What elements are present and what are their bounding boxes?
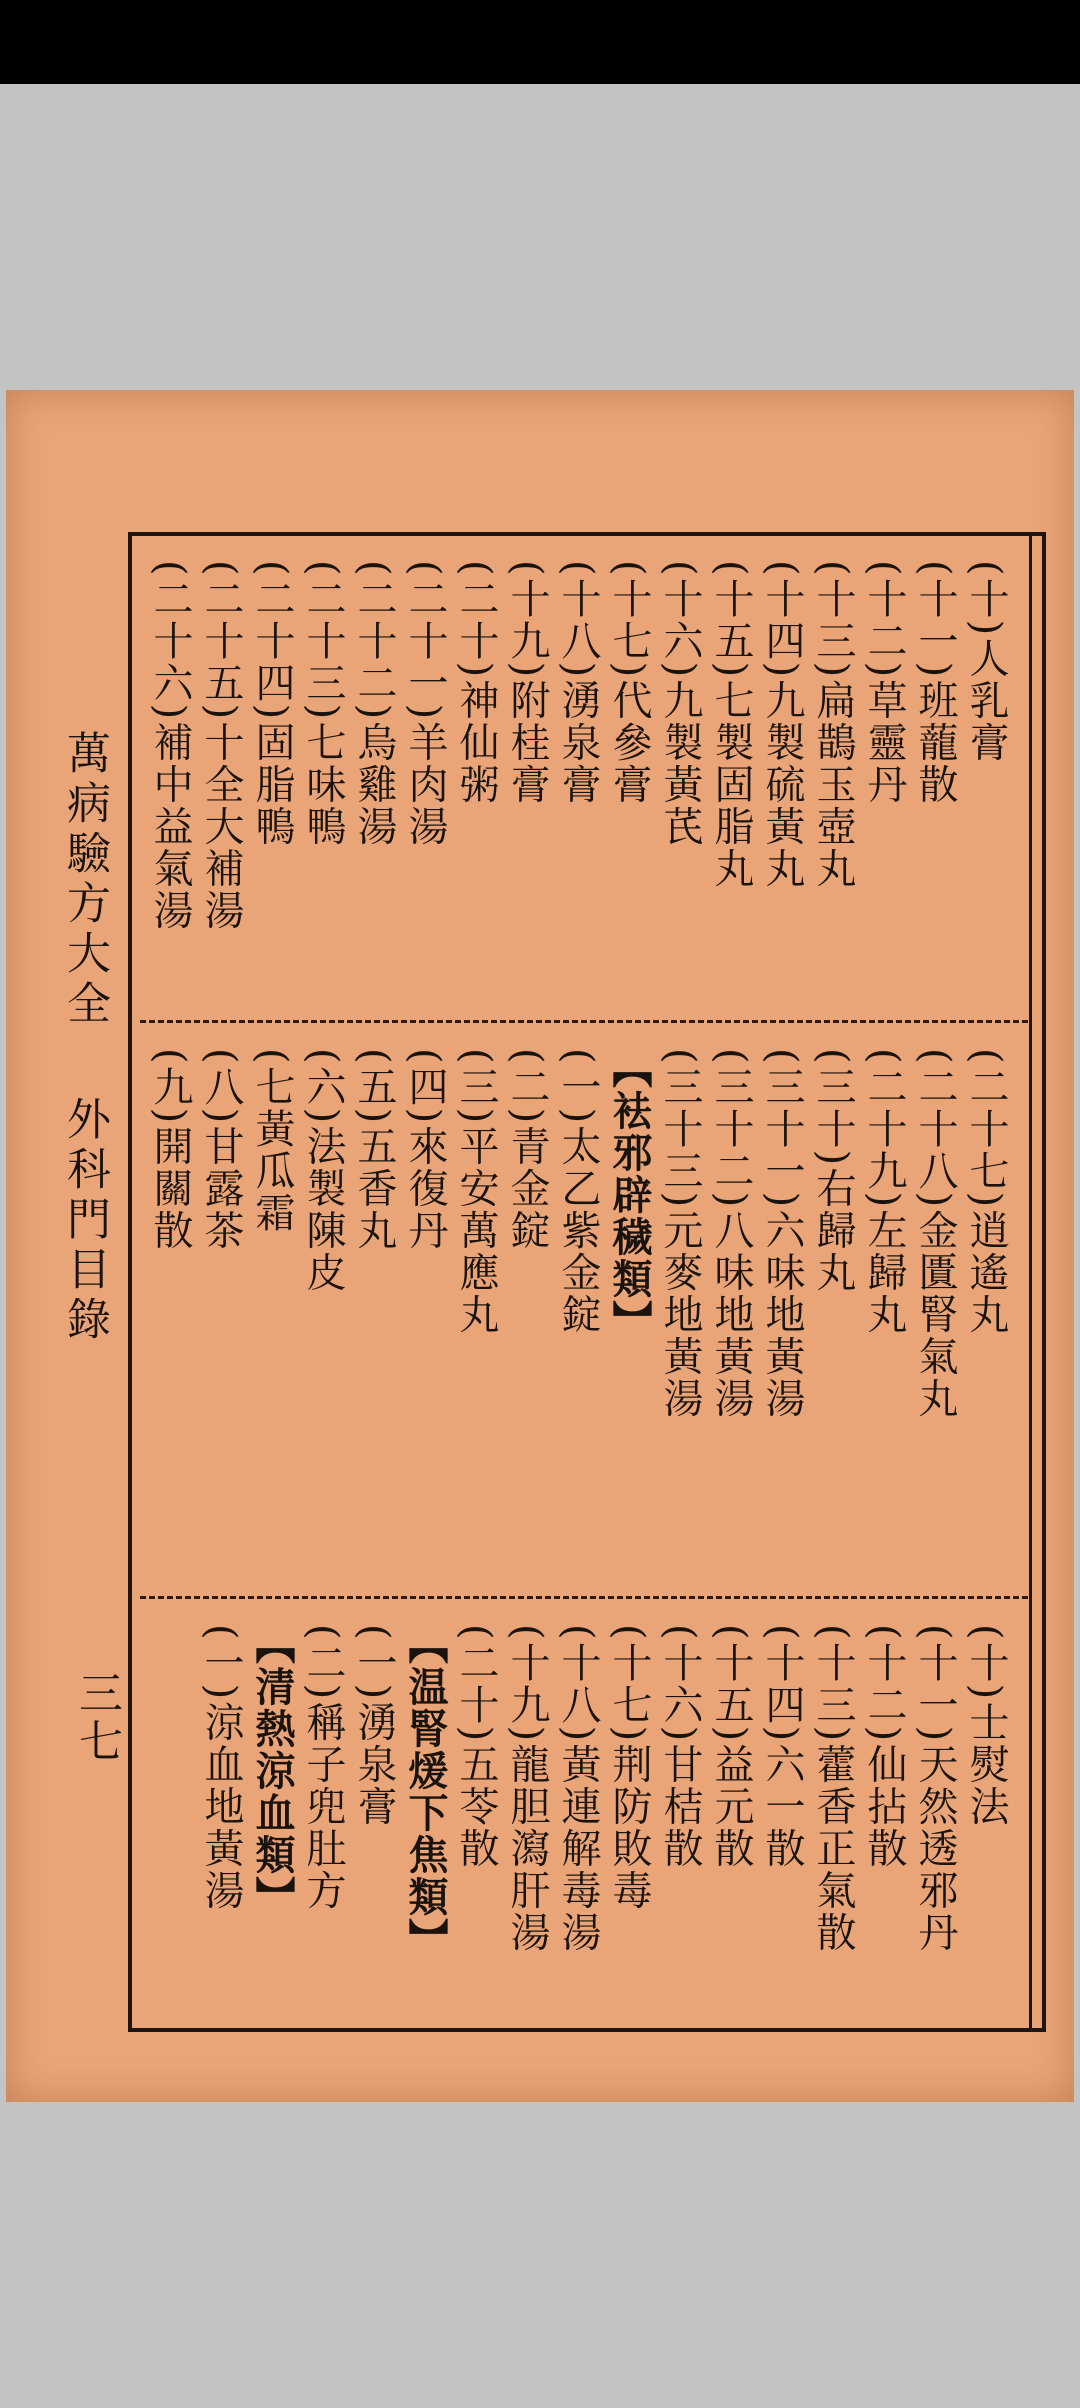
divider-bottom: [140, 1596, 1028, 1607]
toc-entry: (十八)湧泉膏: [555, 560, 601, 806]
toc-entry: (十三)扁鵲玉壺丸: [810, 560, 856, 890]
toc-entry: (三十三)元麥地黃湯: [657, 1048, 703, 1420]
toc-entry: (十)士熨法: [963, 1624, 1009, 1828]
toc-entry: (一)太乙紫金錠: [555, 1048, 601, 1336]
toc-entry: (三十)右歸丸: [810, 1048, 856, 1294]
toc-entry: (十一)班蘢散: [912, 560, 958, 806]
category-heading: 【清熱涼血類】: [249, 1624, 296, 1918]
toc-entry: (十一)天然透邪丹: [912, 1624, 958, 1954]
running-title: [54, 730, 114, 1346]
table-of-contents-frame: [128, 532, 1046, 2032]
toc-entry: (二十九)左歸丸: [861, 1048, 907, 1336]
toc-entry: (十四)九製硫黃丸: [759, 560, 805, 890]
toc-entry: (十六)九製黃芪: [657, 560, 703, 848]
status-bar: [0, 0, 1080, 84]
toc-entry: (一)湧泉膏: [351, 1624, 397, 1828]
toc-entry: (二十)五苓散: [453, 1624, 499, 1870]
toc-entry: (三)平安萬應丸: [453, 1048, 499, 1336]
toc-entry: (十二)仙拈散: [861, 1624, 907, 1870]
toc-entry: (二十五)十全大補湯: [198, 560, 244, 932]
toc-entry: (二十四)固脂鴨: [249, 560, 295, 848]
toc-entry: (六)法製陳皮: [300, 1048, 346, 1294]
toc-entry: (九)開關散: [147, 1048, 193, 1252]
toc-entry: (十七)荆防敗毒: [606, 1624, 652, 1912]
toc-entry: (二十八)金匱腎氣丸: [912, 1048, 958, 1420]
toc-entry: (十五)七製固脂丸: [708, 560, 754, 890]
toc-entry: (十三)藿香正氣散: [810, 1624, 856, 1954]
toc-entry: (十六)甘桔散: [657, 1624, 703, 1870]
toc-entry: (二十七)逍遙丸: [963, 1048, 1009, 1336]
toc-entry: (四)來復丹: [402, 1048, 448, 1252]
toc-entry: (十二)草靈丹: [861, 560, 907, 806]
toc-entry: (二十三)七味鴨: [300, 560, 346, 848]
toc-entry: (十九)龍胆瀉肝湯: [504, 1624, 550, 1954]
toc-entry: (十七)代參膏: [606, 560, 652, 806]
book-page: [6, 390, 1074, 2102]
section-title: 外科門目錄: [59, 1096, 110, 1346]
divider-top: [140, 1020, 1028, 1031]
toc-entry: (一)涼血地黃湯: [198, 1624, 244, 1912]
toc-entry: (二)稱子兜肚方: [300, 1624, 346, 1912]
toc-entry: (三十一)六味地黃湯: [759, 1048, 805, 1420]
toc-entry: (十九)附桂膏: [504, 560, 550, 806]
book-title: 萬病驗方大全: [59, 730, 110, 1030]
toc-entry: (十)人乳膏: [963, 560, 1009, 764]
toc-entry: (二十一)羊肉湯: [402, 560, 448, 848]
toc-entry: (二)青金錠: [504, 1048, 550, 1252]
toc-entry: (十八)黃連解毒湯: [555, 1624, 601, 1954]
toc-entry: (八)甘露茶: [198, 1048, 244, 1252]
toc-entry: (十五)益元散: [708, 1624, 754, 1870]
toc-entry: (五)五香丸: [351, 1048, 397, 1252]
toc-entry: (二十六)補中益氣湯: [147, 560, 193, 932]
toc-entry: (三十二)八味地黃湯: [708, 1048, 754, 1420]
category-heading: 【袪邪辟穢類】: [606, 1048, 653, 1342]
page-number: 三七: [71, 1670, 122, 1766]
category-heading: 【温腎煖下焦類】: [402, 1624, 449, 1960]
toc-entry: (二十二)烏雞湯: [351, 560, 397, 848]
toc-entry: (七黃瓜霜: [249, 1048, 295, 1234]
toc-entry: (十四)六一散: [759, 1624, 805, 1870]
toc-entry: (二十)神仙粥: [453, 560, 499, 806]
